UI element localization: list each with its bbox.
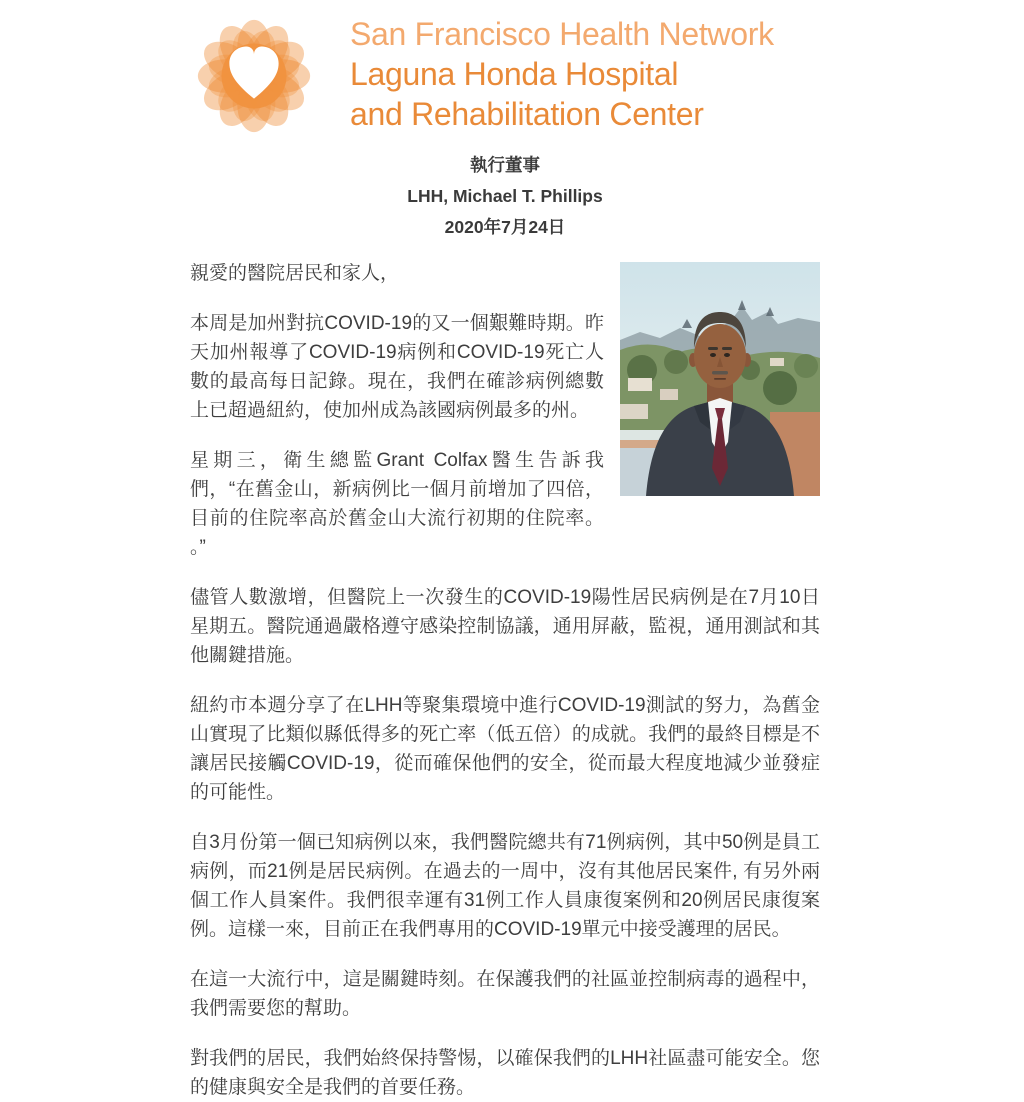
masthead-text bbox=[350, 12, 774, 134]
portrait-photo bbox=[620, 262, 820, 496]
hospital-name-line2: and Rehabilitation Center bbox=[350, 96, 704, 132]
letter-date: 2020年7月24日 bbox=[444, 217, 566, 237]
paragraph-colfax-quote: 星期三，衛生總監Grant Colfax醫生告訴我們，“在舊金山，新病例比一個月前增加了四倍，目前的住院率高於舊金山大流行初期的住院率。 。” bbox=[190, 450, 604, 558]
network-name: San Francisco Health Network bbox=[350, 16, 774, 52]
salutation: 親愛的醫院居民和家人， bbox=[190, 263, 400, 284]
masthead bbox=[190, 0, 820, 140]
letter-title: 執行董事 bbox=[470, 155, 540, 175]
newsletter-page bbox=[190, 0, 820, 1102]
paragraph-covid-record: 本周是加州對抗COVID-19的又一個艱難時期。昨天加州報導了COVID-19病例和COVID-19死亡人數的最高每日記錄。現在，我們在確診病例總數上已超過紐約，使加州成為該國病例最多的州。 bbox=[190, 313, 604, 421]
hospital-name-line1: Laguna Honda Hospital bbox=[350, 56, 679, 92]
letterhead bbox=[190, 150, 820, 243]
paragraph-nyc-testing: 紐約市本週分享了在LHH等聚集環境中進行COVID-19測試的努力，為舊金山實現了比類似縣低得多的死亡率（低五倍）的成就。我們的最終目標是不讓居民接觸COVID-19，從而確保他們的安全，從而最大程度地減少並發症的可能性。 bbox=[190, 695, 820, 803]
paragraph-case-counts: 自3月份第一個已知病例以來，我們醫院總共有71例病例，其中50例是員工病例，而21例是居民病例。在過去的一周中，沒有其他居民案件, 有另外兩個工作人員案件。我們很幸運有31例工作人員康復案例和20例居民康復案例。這樣一來，目前正在我們專用的COVID-19單元中接受護理的居民。 bbox=[190, 832, 820, 940]
paragraph-vigilance: 對我們的居民，我們始終保持警惕，以確保我們的LHH社區盡可能安全。您的健康與安全是我們的首要任務。 bbox=[190, 1048, 820, 1098]
paragraph-key-moment: 在這一大流行中，這是關鍵時刻。在保護我們的社區並控制病毒的過程中，我們需要您的幫助。 bbox=[190, 969, 820, 1019]
paragraph-last-case: 儘管人數激增，但醫院上一次發生的COVID-19陽性居民病例是在7月10日星期五。醫院通過嚴格遵守感染控制協議，通用屏蔽，監視，通用測試和其他關鍵措施。 bbox=[190, 587, 820, 666]
letter-body bbox=[190, 259, 820, 1102]
flower-heart-icon bbox=[190, 12, 318, 140]
letter-author: LHH, Michael T. Phillips bbox=[407, 186, 603, 206]
